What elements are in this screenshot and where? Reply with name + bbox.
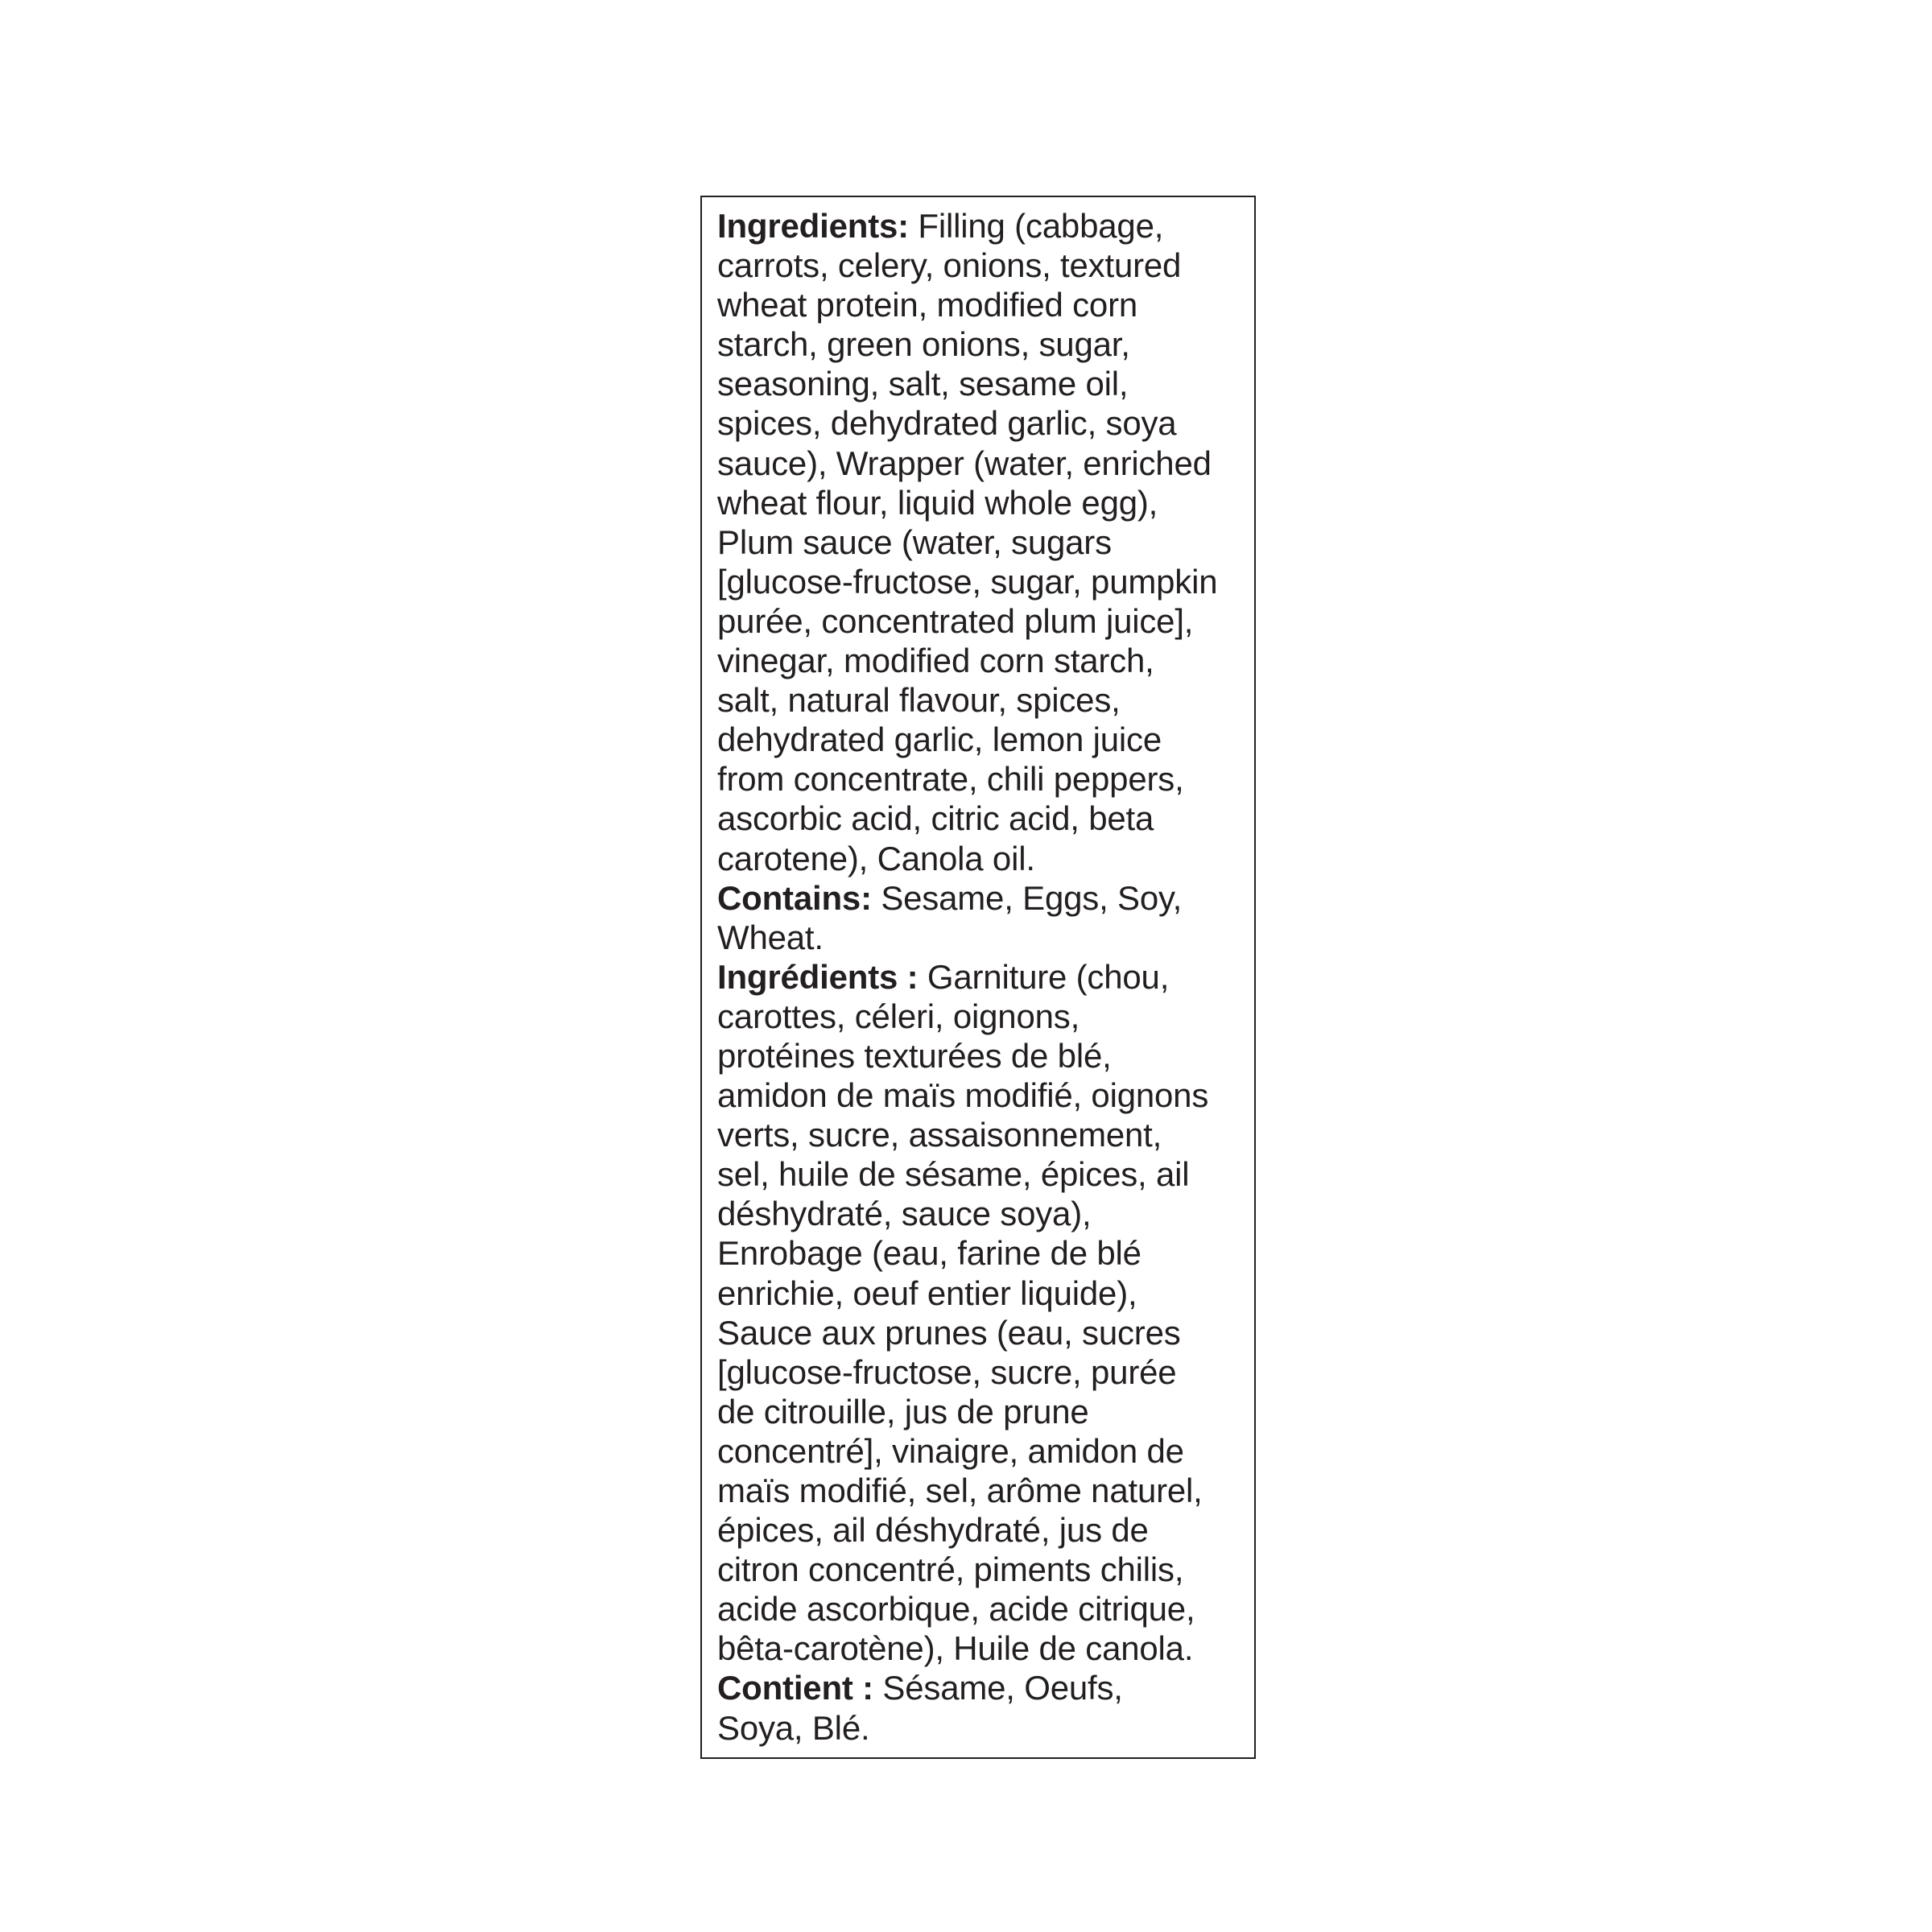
en-ingredients-line: wheat protein, modified corn [717,286,1138,324]
en-ingredients-line: wheat flour, liquid whole egg), [717,483,1158,522]
en-contains-line [717,878,1265,918]
en-ingredients-line: carotene), Canola oil. [717,839,1035,877]
fr-ingredients-line: épices, ail déshydraté, jus de [717,1511,1149,1550]
en-contains-heading: Contains: [717,878,872,917]
fr-ingredients-line: concentré], vinaigre, amidon de [717,1431,1184,1470]
fr-contains-text: Sésame, Oeufs, [873,1669,1123,1707]
fr-ingredients-line: acide ascorbique, acide citrique, [717,1590,1195,1629]
fr-ingredients-heading: Ingrédients : [717,957,919,996]
en-ingredients-line: vinegar, modified corn starch, [717,642,1154,680]
fr-ingredients-line: déshydraté, sauce soya), [717,1195,1092,1233]
fr-contains-heading: Contient : [717,1669,873,1707]
en-ingredients-line: purée, concentrated plum juice], [717,601,1194,640]
fr-contains-line: Soya, Blé. [717,1708,870,1747]
en-contains-line: Wheat. [717,918,824,956]
fr-ingredients-line: de citrouille, jus de prune [717,1392,1089,1430]
fr-ingredients-line: [glucose-fructose, sucre, purée [717,1352,1177,1391]
fr-ingredients-line: verts, sucre, assaisonnement, [717,1116,1162,1154]
fr-ingredients-line: protéines texturées de blé, [717,1036,1112,1075]
fr-ingredients-line: Sauce aux prunes (eau, sucres [717,1313,1181,1352]
fr-ingredients-text: Garniture (chou, [918,957,1170,996]
fr-ingredients-line: bêta-carotène), Huile de canola. [717,1629,1194,1668]
fr-ingredients-line: sel, huile de sésame, épices, ail [717,1155,1190,1194]
en-ingredients-line: spices, dehydrated garlic, soya [717,404,1177,443]
en-ingredients-line: dehydrated garlic, lemon juice [717,720,1162,759]
ingredients-text-block [717,206,1265,1748]
fr-ingredients-line: carottes, céleri, oignons, [717,997,1080,1035]
fr-ingredients-line: Enrobage (eau, farine de blé [717,1234,1141,1273]
en-ingredients-line: Plum sauce (water, sugars [717,522,1112,561]
en-ingredients-line [717,206,1265,246]
en-ingredients-line: carrots, celery, onions, textured [717,246,1182,285]
fr-ingredients-line: enrichie, oeuf entier liquide), [717,1274,1137,1312]
fr-ingredients-line: amidon de maïs modifié, oignons [717,1076,1209,1115]
en-contains-text: Sesame, Eggs, Soy, [871,878,1183,917]
en-ingredients-line: starch, green onions, sugar, [717,325,1130,364]
ingredients-label-box [700,196,1256,1759]
en-ingredients-line: seasoning, salt, sesame oil, [717,365,1129,403]
fr-ingredients-line: citron concentré, piments chilis, [717,1550,1184,1589]
en-ingredients-line: salt, natural flavour, spices, [717,681,1121,720]
fr-contains-line [717,1668,1265,1707]
en-ingredients-line: ascorbic acid, citric acid, beta [717,799,1154,838]
en-ingredients-line: [glucose-fructose, sugar, pumpkin [717,562,1218,601]
en-ingredients-heading: Ingredients: [717,207,909,245]
fr-ingredients-line [717,957,1265,997]
en-ingredients-line: from concentrate, chili peppers, [717,760,1184,799]
en-ingredients-text: Filling (cabbage, [908,207,1164,245]
en-ingredients-line: sauce), Wrapper (water, enriched [717,444,1212,482]
fr-ingredients-line: maïs modifié, sel, arôme naturel, [717,1472,1203,1509]
